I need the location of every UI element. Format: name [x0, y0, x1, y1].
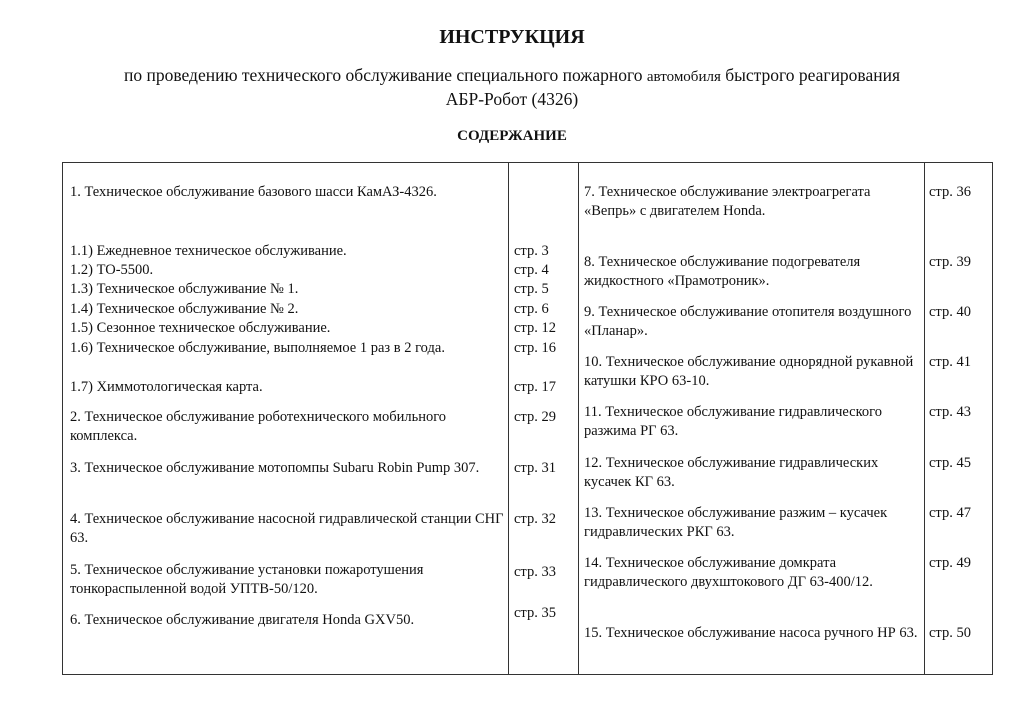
- toc-entry-left: 1.1) Ежедневное техническое обслуживание.: [70, 243, 347, 259]
- toc-page-right: стр. 39: [929, 254, 971, 270]
- toc-page-right: стр. 40: [929, 304, 971, 320]
- column-divider: [578, 163, 579, 674]
- toc-entry-left: 1.7) Химмотологическая карта.: [70, 379, 263, 395]
- toc-entry-left: 6. Техническое обслуживание двигателя Honda GXV50.: [70, 612, 415, 628]
- toc-table: [62, 162, 993, 675]
- toc-page-left: стр. 4: [514, 262, 549, 278]
- toc-entry-right: 15. Техническое обслуживание насоса ручного НР 63.: [584, 625, 918, 641]
- toc-entry-left: 3. Техническое обслуживание мотопомпы Subaru Robin Pump 307.: [70, 460, 480, 476]
- toc-page-right: стр. 36: [929, 184, 971, 200]
- toc-page-left: стр. 12: [514, 320, 556, 336]
- subtitle-part-2: быстрого реагирования: [720, 65, 901, 85]
- toc-entry-right: 9. Техническое обслуживание отопителя воздушного «Планар».: [584, 304, 912, 340]
- toc-entry-left: 4. Техническое обслуживание насосной гидравлической станции СНГ 63.: [70, 511, 504, 547]
- document-subtitle: [60, 64, 964, 110]
- column-divider: [924, 163, 925, 674]
- document-title: ИНСТРУКЦИЯ: [439, 26, 585, 48]
- toc-entry-right: 12. Техническое обслуживание гидравлических кусачек КГ 63.: [584, 455, 879, 491]
- toc-entry-left: 2. Техническое обслуживание роботехнического мобильного комплекса.: [70, 409, 447, 445]
- toc-page-right: стр. 43: [929, 404, 971, 420]
- column-divider: [508, 163, 509, 674]
- subtitle-small-word: автомобиля: [646, 69, 721, 85]
- toc-page-left: стр. 35: [514, 605, 556, 621]
- toc-entry-right: 14. Техническое обслуживание домкрата гидравлического двухштокового ДГ 63-400/12.: [584, 555, 873, 591]
- toc-page-left: стр. 5: [514, 281, 549, 297]
- toc-entry-right: 13. Техническое обслуживание разжим – кусачек гидравлических РКГ 63.: [584, 505, 888, 541]
- subtitle-line-2: АБР-Робот (4326): [445, 89, 579, 109]
- toc-entry-left: 5. Техническое обслуживание установки пожаротушения тонкораспыленной водой УПТВ-50/120.: [70, 562, 424, 598]
- toc-page-left: стр. 32: [514, 511, 556, 527]
- toc-page-right: стр. 50: [929, 625, 971, 641]
- toc-entry-left: 1.3) Техническое обслуживание № 1.: [70, 281, 299, 297]
- toc-entry-left: 1.6) Техническое обслуживание, выполняемое 1 раз в 2 года.: [70, 340, 445, 356]
- toc-page-left: стр. 3: [514, 243, 549, 259]
- toc-page-left: стр. 6: [514, 301, 549, 317]
- toc-heading: СОДЕРЖАНИЕ: [457, 128, 567, 144]
- toc-page-left: стр. 33: [514, 564, 556, 580]
- toc-entry-right: 10. Техническое обслуживание однорядной рукавной катушки КРО 63-10.: [584, 354, 914, 390]
- toc-page-left: стр. 17: [514, 379, 556, 395]
- toc-entry-right: 8. Техническое обслуживание подогревателя жидкостного «Прамотроник».: [584, 254, 861, 290]
- toc-page-right: стр. 41: [929, 354, 971, 370]
- toc-entry-left: 1.4) Техническое обслуживание № 2.: [70, 301, 299, 317]
- toc-entry-right: 11. Техническое обслуживание гидравлического разжима РГ 63.: [584, 404, 883, 440]
- toc-page-right: стр. 45: [929, 455, 971, 471]
- toc-page-left: стр. 16: [514, 340, 556, 356]
- toc-page-right: стр. 49: [929, 555, 971, 571]
- toc-entry-right: 7. Техническое обслуживание электроагрегата «Вепрь» с двигателем Honda.: [584, 184, 871, 220]
- toc-page-left: стр. 29: [514, 409, 556, 425]
- toc-entry-left: 1. Техническое обслуживание базового шасси КамАЗ-4326.: [70, 184, 437, 200]
- toc-entry-left: 1.2) ТО-5500.: [70, 262, 154, 278]
- toc-page-left: стр. 31: [514, 460, 556, 476]
- toc-entry-left: 1.5) Сезонное техническое обслуживание.: [70, 320, 331, 336]
- toc-page-right: стр. 47: [929, 505, 971, 521]
- subtitle-part-1: по проведению технического обслуживание специального пожарного: [123, 65, 647, 85]
